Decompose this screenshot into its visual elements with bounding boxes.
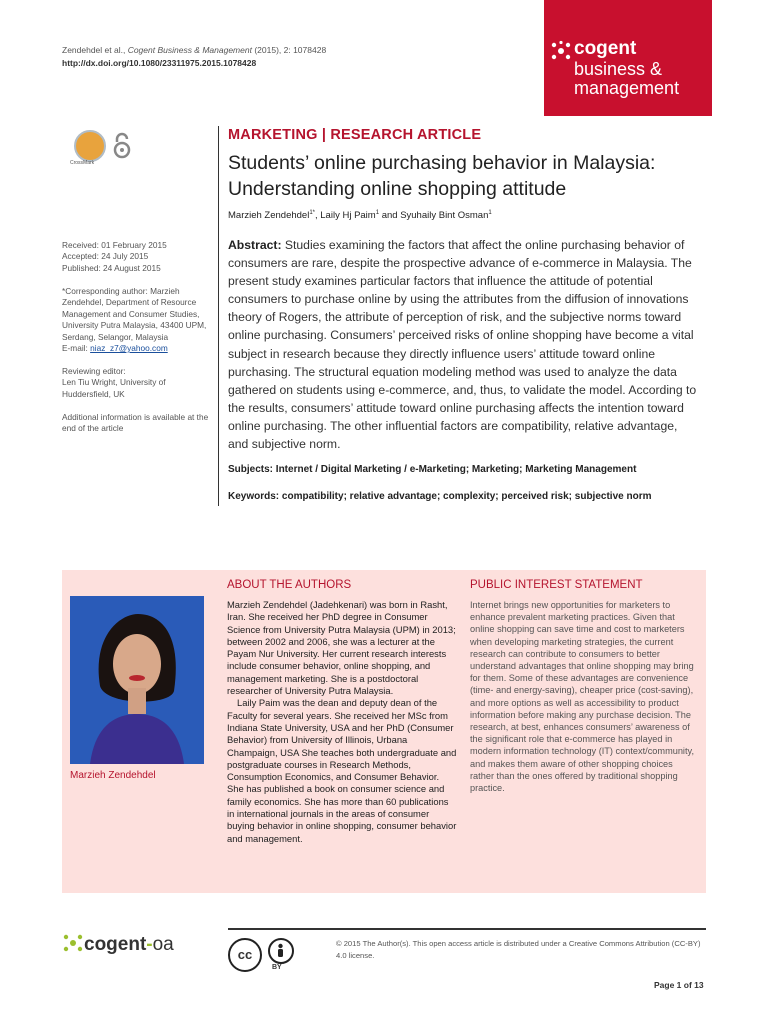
published-date: Published: 24 August 2015 bbox=[62, 262, 161, 273]
corresponding-author bbox=[62, 286, 212, 354]
author-name: Marzieh Zendehdel bbox=[228, 210, 310, 222]
subjects: Subjects: Internet / Digital Marketing / e-Marketing; Marketing; Marketing Management bbox=[228, 464, 637, 475]
journal-brand bbox=[544, 0, 712, 116]
open-access-icon bbox=[112, 132, 132, 160]
about-authors-heading: ABOUT THE AUTHORS bbox=[227, 579, 352, 591]
email-link[interactable]: niaz_z7@yahoo.com bbox=[90, 343, 168, 354]
author-list bbox=[228, 210, 492, 221]
abstract-label: Abstract: bbox=[228, 238, 282, 252]
article-dates bbox=[62, 240, 212, 274]
doi-link[interactable]: http://dx.doi.org/10.1080/23311975.2015.1078428 bbox=[62, 58, 257, 68]
corresponding-text: *Corresponding author: Marzieh Zendehdel, Department of Resource Management and Consumer Studies, University Putra Malaysia, 43400 UPM, Serdang, Selangor, Malaysia bbox=[62, 286, 207, 342]
citation-authors: Zendehdel et al., bbox=[62, 45, 128, 55]
article-title: Students’ online purchasing behavior in Malaysia: Understanding online shopping attitude bbox=[228, 152, 656, 200]
brand-name: cogent bbox=[574, 38, 637, 59]
received-date: Received: 01 February 2015 bbox=[62, 240, 167, 250]
author-portrait-image bbox=[70, 596, 204, 764]
footer-logo-dash: - bbox=[146, 934, 153, 955]
person-icon bbox=[270, 940, 291, 961]
crossmark-icon[interactable] bbox=[74, 130, 106, 162]
cogent-oa-logo bbox=[62, 933, 174, 956]
author-affiliation-mark: 1* bbox=[309, 210, 315, 216]
article-section: MARKETING | RESEARCH ARTICLE bbox=[228, 127, 482, 143]
author-affiliation-mark: 1 bbox=[488, 210, 492, 216]
by-label: BY bbox=[272, 964, 282, 971]
author-photo bbox=[70, 596, 204, 764]
photo-caption: Marzieh Zendehdel bbox=[70, 770, 156, 781]
brand-subtitle bbox=[574, 60, 679, 98]
abstract bbox=[228, 236, 698, 453]
accepted-date: Accepted: 24 July 2015 bbox=[62, 251, 149, 262]
brand-subtitle-line2: management bbox=[574, 78, 680, 98]
public-interest-heading: PUBLIC INTEREST STATEMENT bbox=[470, 579, 643, 591]
attribution-icon bbox=[268, 938, 294, 964]
author-affiliation-mark: 1 bbox=[375, 210, 380, 216]
sidebar-divider bbox=[218, 126, 219, 506]
footer-logo-oa: oa bbox=[152, 934, 174, 955]
reviewing-editor bbox=[62, 366, 212, 400]
public-interest-text: Internet brings new opportunities for marketers to enhance prevalent marketing practices. Given that online shopping can save time and cost to marketers when developing marketing strategies, the current research can contribute to consumers to better understand advantages that online shopping may bring for them. Some of these advantages are convenience (time- and energy-saving), cheaper price (cost-saving), and more options as well as accessibility to product information before making any purchase decision. The research, at best, enhances consumers’ awareness of the significant role that e-commerce has played in modern information technology (IT) context/community, and makes them aware of other shopping choices rather than the ones offered by traditional shopping practice. bbox=[470, 600, 694, 794]
about-authors-text bbox=[227, 599, 457, 845]
additional-info: Additional information is available at the end of the article bbox=[62, 412, 209, 434]
footer-logo-main: cogent bbox=[84, 934, 147, 955]
author-name: and Syuhaily Bint Osman bbox=[379, 210, 489, 222]
author-name: , Laily Hj Paim bbox=[315, 210, 376, 222]
brand-subtitle-line1: business & bbox=[574, 59, 663, 79]
about-paragraph: Marzieh Zendehdel (Jadehkenari) was born in Rasht, Iran. She received her PhD degree in Consumer Science from University Putra Malaysia (UPM) in 2013; between 2002 and 2006, she was a lecturer at the Payam Nur University. Her current research interests include consumer behavior, online shopping, and management marketing. She is a postdoctoral researcher of University Putra Malaysia. bbox=[227, 599, 456, 697]
license-text: © 2015 The Author(s). This open access article is distributed under a Creative Commons Attribution (CC-BY) 4.0 license. bbox=[336, 939, 701, 960]
footer-divider bbox=[228, 928, 706, 930]
citation-volume: (2015), 2: 1078428 bbox=[251, 45, 327, 55]
cogent-oa-logo-icon bbox=[62, 933, 84, 953]
email-label: E-mail: bbox=[62, 343, 91, 354]
reviewing-editor-name: Len Tiu Wright, University of Huddersfield, UK bbox=[62, 377, 166, 399]
crossmark-label: CrossMark bbox=[70, 160, 95, 166]
cogent-logo-icon bbox=[550, 40, 572, 62]
reviewing-editor-label: Reviewing editor: bbox=[62, 366, 126, 376]
about-paragraph: Laily Paim was the dean and deputy dean of the Faculty for several years. She received her MSc from Indiana State University, USA and her PhD (Consumer Behavior) from University of Illinois, Urbana Champaign, USA She teaches both undergraduate and postgraduate courses in Research Methods, Consumption Economics, and Consumer Behavior. She has published a book on consumer science and family economics. She has more than 60 publications in international journals in the areas of consumer buying behavior in online shopping, consumer behavior and management. bbox=[227, 697, 457, 844]
page-number: Page 1 of 13 bbox=[654, 980, 704, 990]
citation bbox=[62, 44, 326, 70]
creative-commons-icon: cc bbox=[228, 938, 262, 972]
keywords: Keywords: compatibility; relative advantage; complexity; perceived risk; subjective norm bbox=[228, 491, 652, 502]
abstract-text: Studies examining the factors that affect the online purchasing behavior of consumers are rare, despite the prospective advance of e-commerce in Malaysia. The present study examines particular factors that influence the attitude of potential consumers to purchase online by using the attributes from the diffusion of innovations theory of Rogers, the attribute of perception of risk, and the subjective norms toward online purchasing. Consumers’ perceived risks of online shopping have become a vital subject in research because they directly influence users’ attitude toward online purchasing. The structural equation modeling method was used to analyze the data gathered on students using e-commerce, and, thus, to validate the model. According to the results, consumers’ attitude toward online purchasing affects the intention toward online purchasing. The other influential factors are compatibility, relative advantage, and subjective norm. bbox=[228, 238, 697, 452]
citation-journal: Cogent Business & Management bbox=[127, 45, 252, 55]
